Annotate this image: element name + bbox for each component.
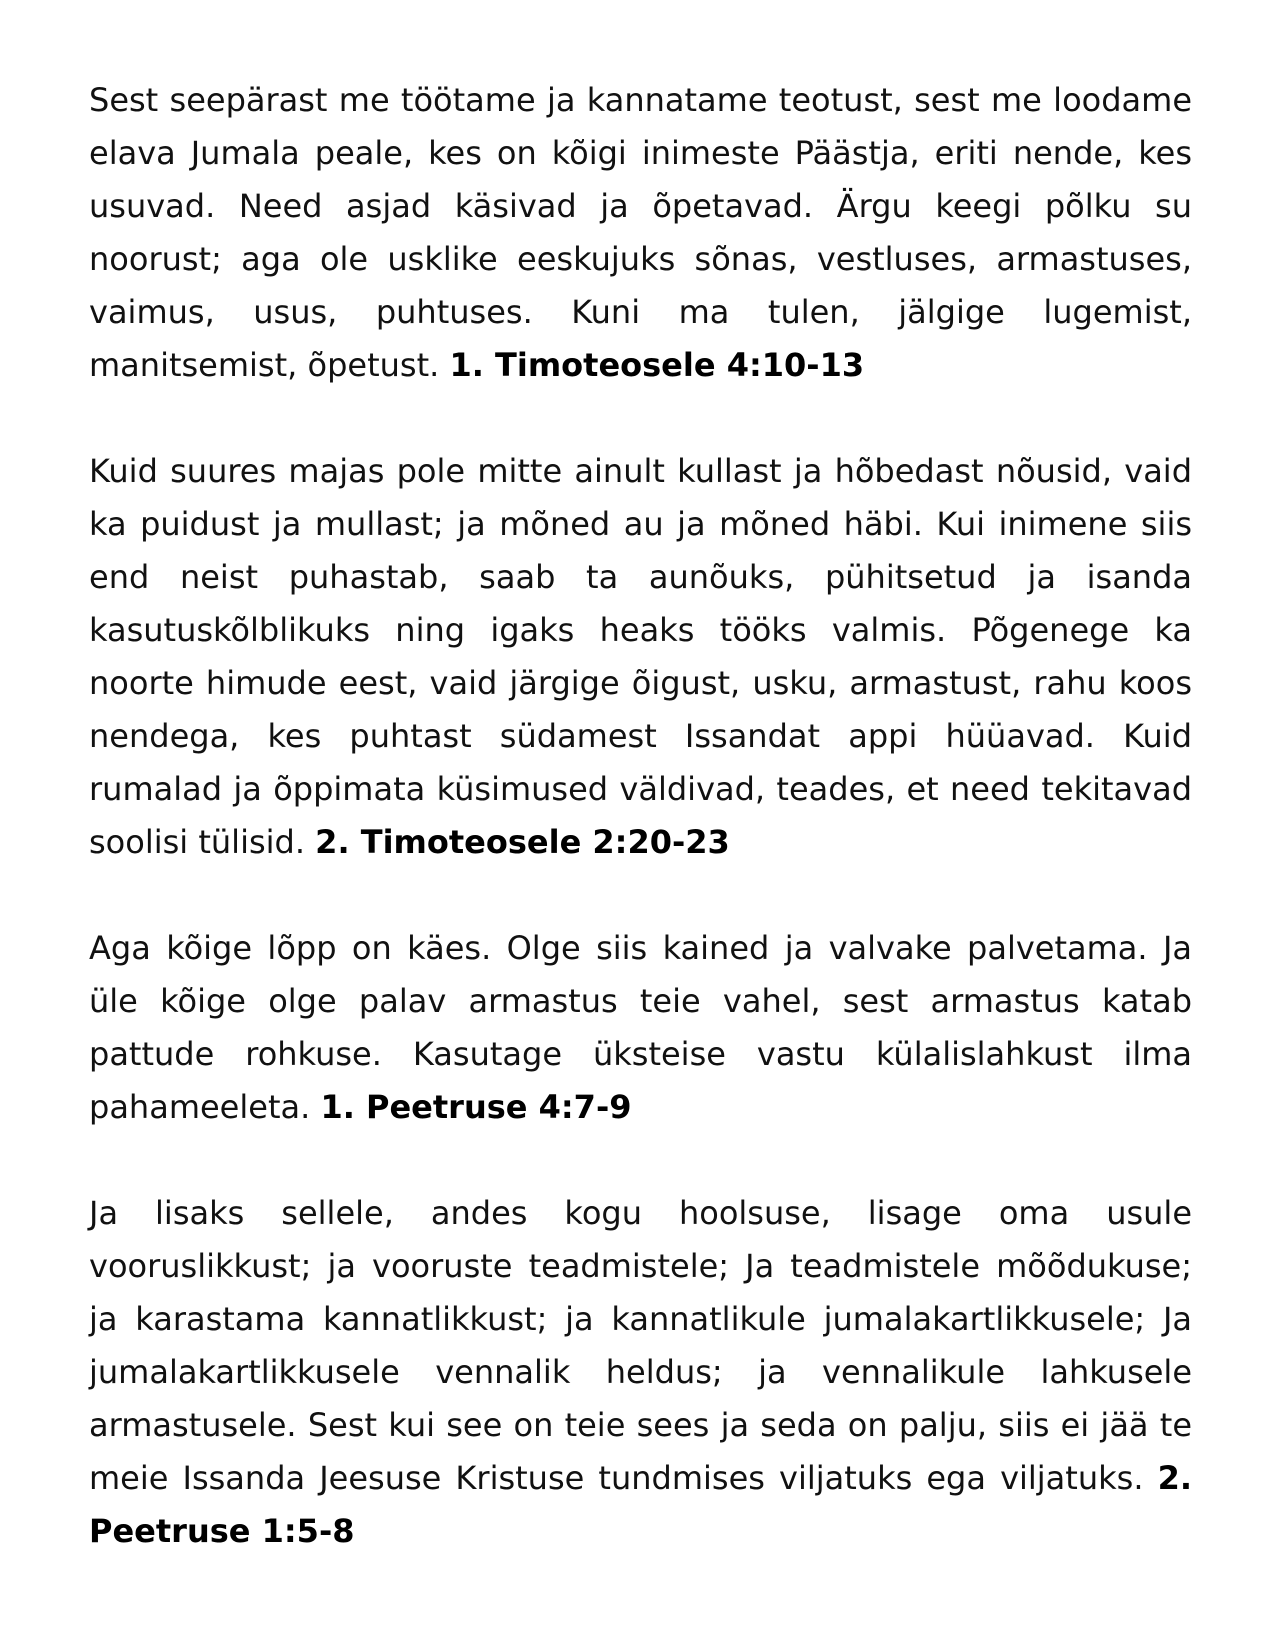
passage-text: Ja lisaks sellele, andes kogu hoolsuse, lisage oma usule vooruslikkust; ja vooruste teadmistele; Ja teadmistele mõõdukuse; ja karastama kannatlikkust; ja kannatlikule jumalakartlikkusele; Ja jumalakartlikkusele vennalik heldus; ja vennalikule lahkusele armastusele. Sest kui see on teie sees ja seda on palju, siis ei jää te meie Issanda Jeesuse Kristuse tundmises viljatuks ega viljatuks.	[89, 1194, 1192, 1497]
passage-paragraph	[89, 1187, 1192, 1558]
scripture-reference: 1. Timoteosele 4:10-13	[449, 346, 865, 384]
scripture-reference: 2. Timoteosele 2:20-23	[315, 823, 730, 861]
document-page	[89, 74, 1192, 1611]
scripture-reference: 2. Peetruse 1:5-8	[89, 1459, 1193, 1550]
passage-text: Aga kõige lõpp on käes. Olge siis kained ja valvake palvetama. Ja üle kõige olge palav armastus teie vahel, sest armastus katab pattude rohkuse. Kasutage üksteise vastu külalislahkust ilma pahameeleta.	[89, 929, 1192, 1126]
passage-paragraph	[89, 445, 1192, 869]
passage-text: Sest seepärast me töötame ja kannatame teotust, sest me loodame elava Jumala peale, kes on kõigi inimeste Päästja, eriti nende, kes usuvad. Need asjad käsivad ja õpetavad. Ärgu keegi põlku su noorust; aga ole usklike eeskujuks sõnas, vestluses, armastuses, vaimus, usus, puhtuses. Kuni ma tulen, jälgige lugemist, manitsemist, õpetust.	[89, 81, 1192, 384]
passage-paragraph	[89, 922, 1192, 1134]
passage-text: Kuid suures majas pole mitte ainult kullast ja hõbedast nõusid, vaid ka puidust ja mullast; ja mõned au ja mõned häbi. Kui inimene siis end neist puhastab, saab ta aunõuks, pühitsetud ja isanda kasutuskõlblikuks ning igaks heaks tööks valmis. Põgenege ka noorte himude eest, vaid järgige õigust, usku, armastust, rahu koos nendega, kes puhtast südamest Issandat appi hüüavad. Kuid rumalad ja õppimata küsimused väldivad, teades, et need tekitavad soolisi tülisid.	[89, 452, 1192, 861]
scripture-reference: 1. Peetruse 4:7-9	[320, 1088, 632, 1126]
passage-paragraph	[89, 74, 1192, 392]
